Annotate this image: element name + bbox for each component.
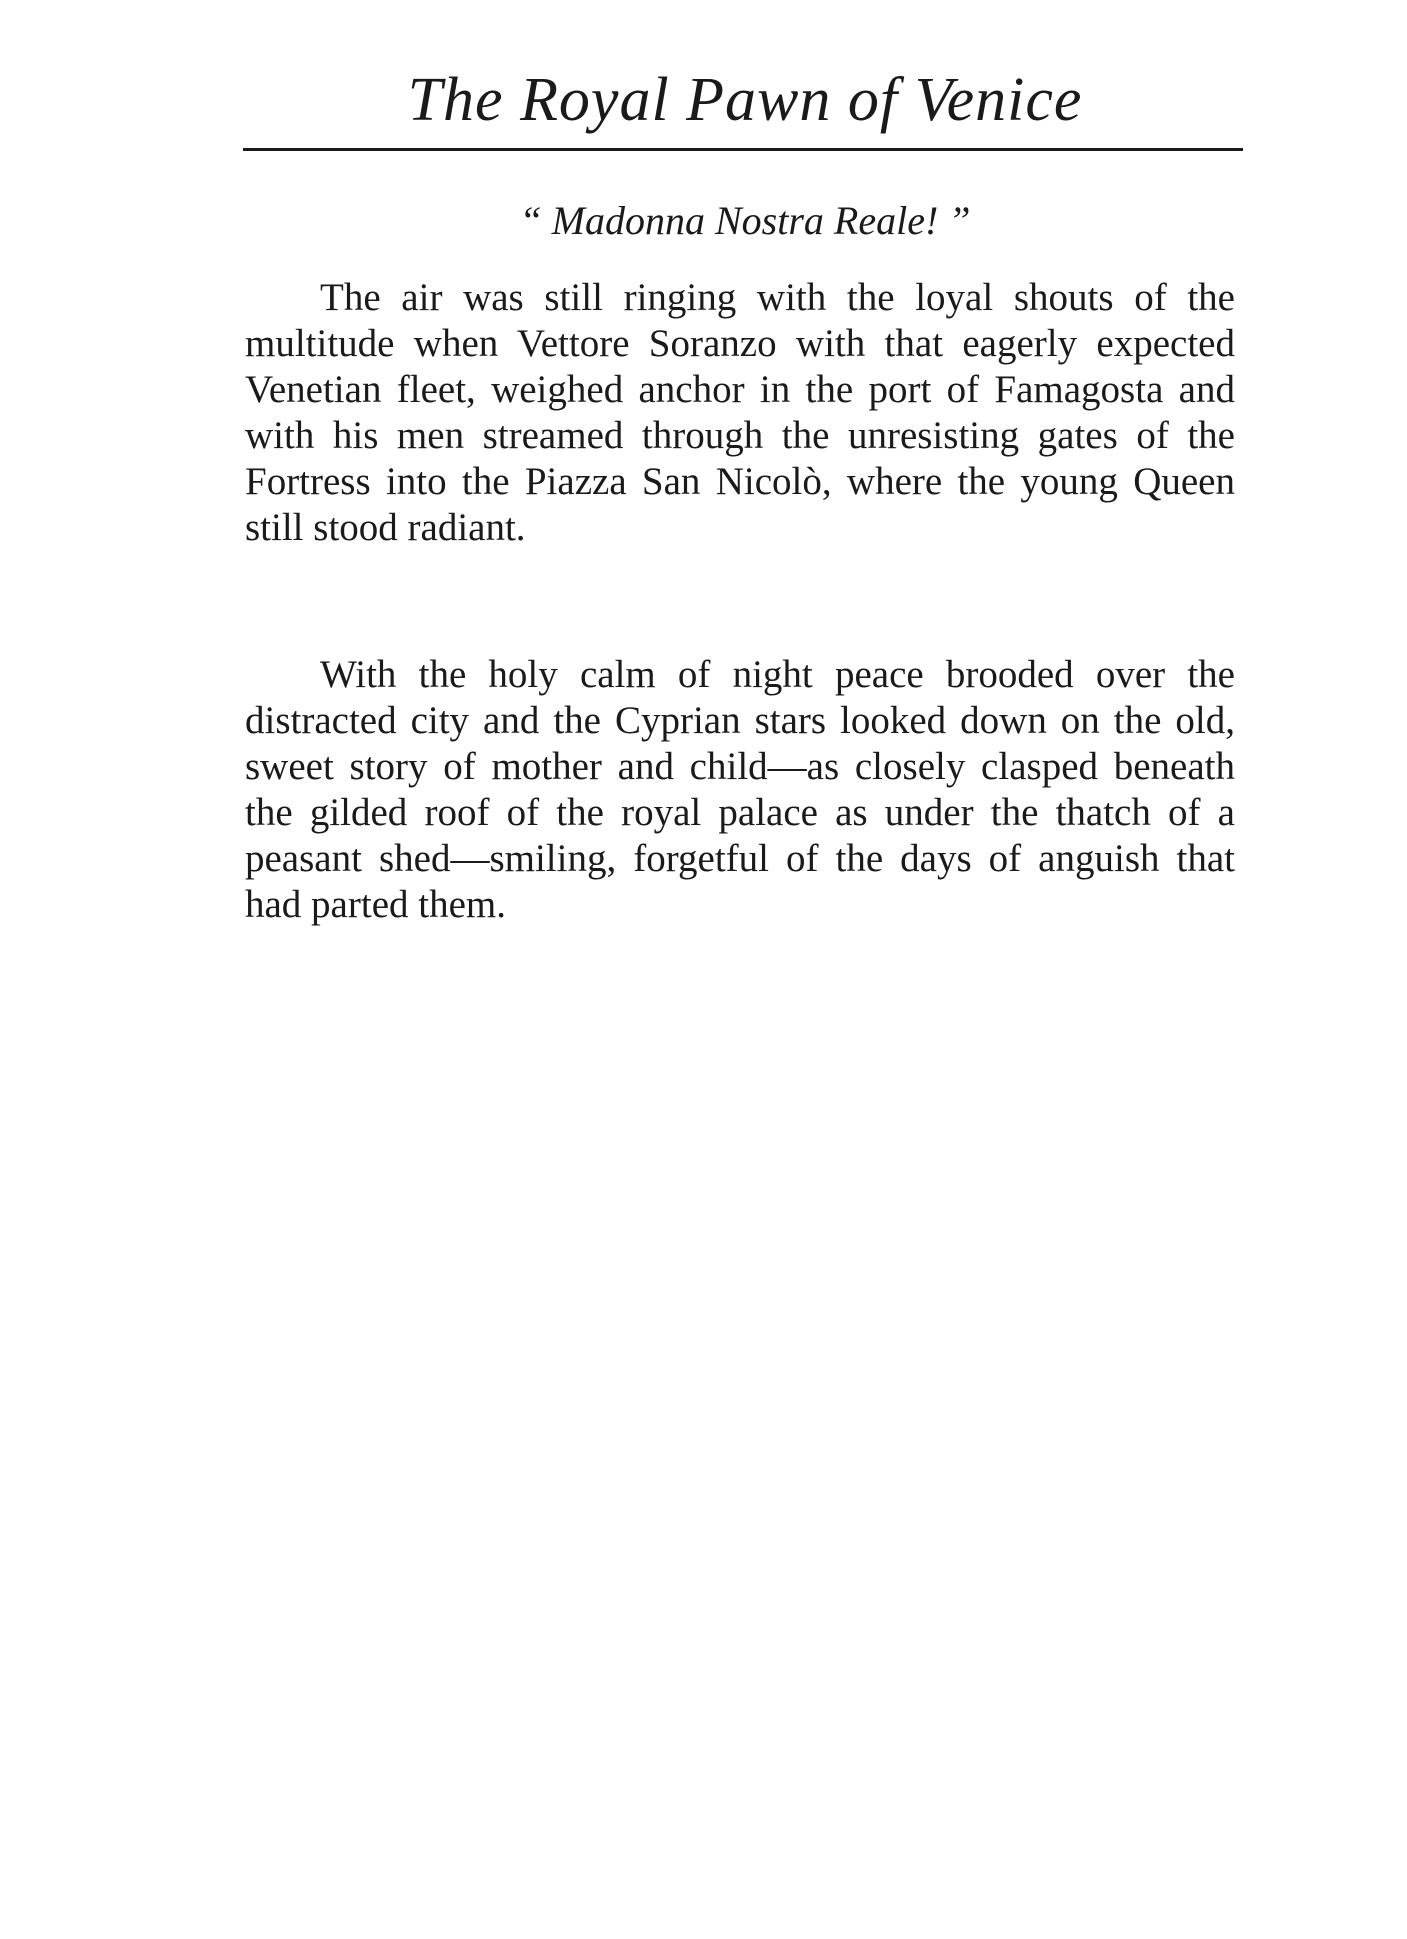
paragraph-2: With the holy calm of night peace brooded over the distracted city and the Cyprian stars looked down on the old, sweet story of mother and child—as closely clasped beneath the gilded roof of the royal palace as under the thatch of a peasant shed—smiling, forgetful of the days of anguish that had parted them. bbox=[245, 653, 1235, 926]
running-title: The Royal Pawn of Venice bbox=[407, 66, 1083, 134]
header-rule bbox=[243, 148, 1243, 151]
paragraph-1: The air was still ringing with the loyal shouts of the multitude when Vettore Soranzo with that eagerly expected Venetian fleet, weighed anchor in the port of Famagosta and with his men streamed through the unresisting gates of the Fortress into the Piazza San Nicolò, where the young Queen still stood radiant. bbox=[245, 276, 1235, 549]
epigraph: “ Madonna Nostra Reale! ” bbox=[519, 198, 971, 243]
